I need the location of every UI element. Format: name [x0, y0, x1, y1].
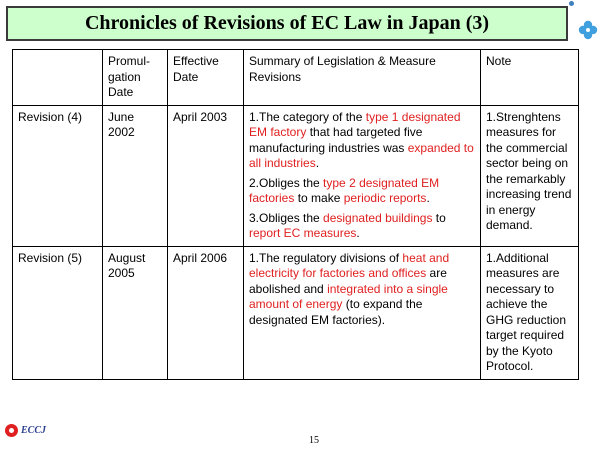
table-row — [13, 246, 579, 379]
summary-text: . — [356, 226, 360, 240]
summary-cell — [244, 246, 481, 379]
page-number: 15 — [309, 435, 319, 446]
summary-highlight: report EC measures — [249, 226, 357, 240]
decorative-dot — [569, 1, 574, 6]
summary-item — [249, 110, 475, 172]
revision-label: Revision (5) — [13, 246, 103, 379]
revisions-table — [12, 49, 579, 380]
table-header-row — [13, 50, 579, 106]
summary-highlight: type 1 designated EM factory — [249, 109, 461, 139]
summary-item — [249, 251, 475, 329]
logo-text: ECCJ — [21, 425, 47, 436]
summary-text: 1.The category of the — [249, 109, 366, 124]
summary-text: to make — [294, 191, 344, 205]
summary-highlight: integrated into a single amount of energy — [249, 281, 448, 311]
summary-text: that had targeted five manufacturing industries was — [249, 125, 423, 155]
summary-text: . — [315, 156, 320, 170]
header-cell-note: Note — [481, 50, 579, 106]
effective-date: April 2003 — [168, 105, 244, 246]
table-row — [13, 105, 579, 246]
summary-text: . — [426, 191, 430, 205]
summary-text: are abolished and — [249, 266, 447, 296]
promulgation-date: June 2002 — [103, 105, 168, 246]
effective-date: April 2006 — [168, 246, 244, 379]
summary-text: to — [432, 210, 446, 225]
eccj-logo — [5, 424, 46, 437]
logo-mark-icon — [5, 424, 18, 437]
summary-text: (to expand the designated EM factories). — [249, 297, 423, 327]
note-cell: 1.Strenghtens measures for the commercial sector being on the remarkably increasing trend in energy demand. — [481, 105, 579, 246]
summary-highlight: expanded to all industries — [249, 140, 474, 170]
title-banner — [6, 6, 568, 41]
clover-icon — [578, 20, 598, 40]
summary-item — [249, 211, 475, 242]
header-cell-revision — [13, 50, 103, 106]
page-title: Chronicles of Revisions of EC Law in Japan (3) — [84, 12, 490, 34]
revision-label: Revision (4) — [13, 105, 103, 246]
note-cell: 1.Additional measures are necessary to achieve the GHG reduction target required by the Kyoto Protocol. — [481, 246, 579, 379]
summary-highlight: designated buildings — [323, 210, 433, 225]
header-cell-summary: Summary of Legislation & Measure Revisions — [244, 50, 481, 106]
summary-text: 1.The regulatory divisions of — [249, 250, 403, 265]
summary-cell — [244, 105, 481, 246]
promulgation-date: August 2005 — [103, 246, 168, 379]
header-cell-promulgation-date: Promul-gation Date — [103, 50, 168, 106]
summary-highlight: periodic reports — [343, 191, 427, 205]
header-cell-effective-date: Effective Date — [168, 50, 244, 106]
summary-item — [249, 176, 475, 207]
summary-highlight: type 2 designated EM factories — [249, 175, 440, 205]
summary-text: 2.Obliges the — [249, 175, 324, 190]
summary-text: 3.Obliges the — [249, 210, 324, 225]
summary-highlight: heat and electricity for factories and offices — [249, 250, 450, 280]
